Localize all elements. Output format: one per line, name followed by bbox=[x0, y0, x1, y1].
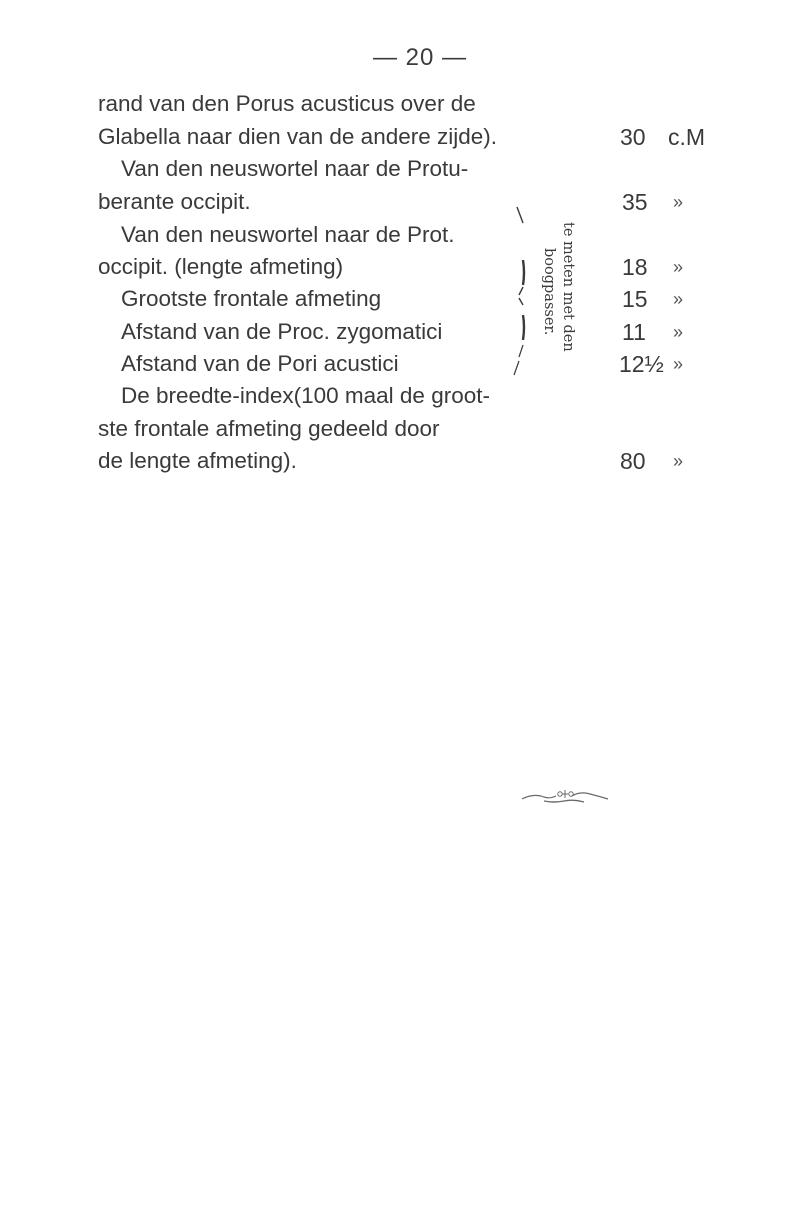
ditto-mark: » bbox=[673, 451, 684, 471]
value-zygomatici: 11 bbox=[622, 319, 646, 345]
value-protuberante: 35 bbox=[622, 189, 648, 215]
text-line: ste frontale afmeting gedeeld door bbox=[98, 416, 440, 441]
text-line: Grootste frontale afmeting bbox=[121, 286, 382, 311]
ditto-mark: » bbox=[673, 289, 684, 309]
value-lengte: 18 bbox=[622, 254, 648, 280]
text-line: Van den neuswortel naar de Protu- bbox=[121, 156, 469, 181]
value-frontale: 15 bbox=[622, 286, 648, 312]
text-line: Glabella naar dien van de andere zijde). bbox=[98, 124, 498, 149]
text-line: Afstand van de Proc. zygomatici bbox=[121, 319, 443, 344]
ditto-mark: » bbox=[673, 322, 684, 342]
ornament-vignette bbox=[520, 787, 610, 809]
text-line: De breedte-index(100 maal de groot- bbox=[121, 383, 490, 408]
text-line: rand van den Porus acusticus over de bbox=[98, 91, 476, 116]
value-pori: 12½ bbox=[619, 351, 664, 377]
value-glabella: 30 bbox=[620, 124, 646, 150]
text-line: Afstand van de Pori acustici bbox=[121, 351, 399, 376]
unit-cm: c.M bbox=[668, 124, 706, 150]
ditto-mark: » bbox=[673, 192, 684, 212]
side-note-measure: te meten met den bbox=[560, 222, 576, 352]
ditto-mark: » bbox=[673, 354, 684, 374]
text-line: occipit. (lengte afmeting) bbox=[98, 254, 344, 279]
page-number: — 20 — bbox=[372, 44, 468, 71]
text-line: berante occipit. bbox=[98, 189, 251, 214]
ditto-mark: » bbox=[673, 257, 684, 277]
value-index: 80 bbox=[620, 448, 646, 474]
text-line: Van den neuswortel naar de Prot. bbox=[121, 222, 455, 247]
text-line: de lengte afmeting). bbox=[98, 448, 297, 473]
side-note-caliper: boogpasser. bbox=[541, 248, 557, 336]
curly-brace bbox=[511, 205, 541, 380]
